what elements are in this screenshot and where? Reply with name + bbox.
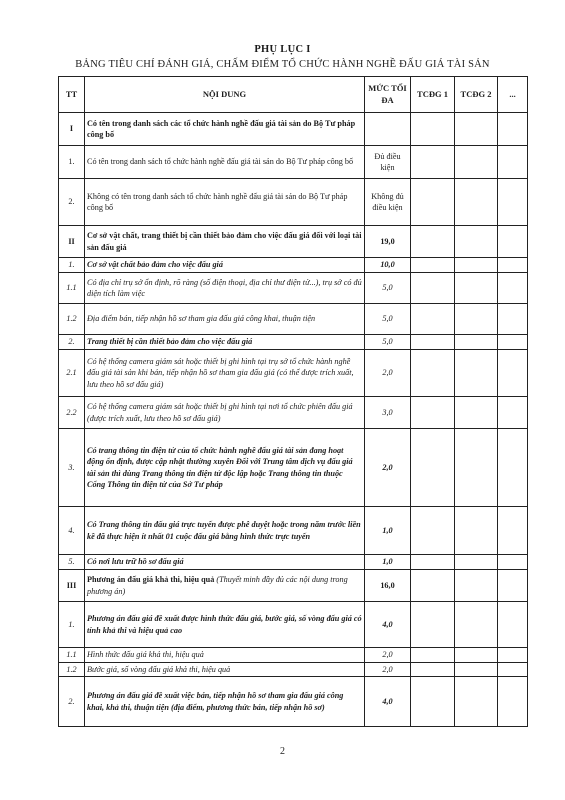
row-max: 3,0: [365, 397, 411, 429]
score-cell: [411, 273, 455, 304]
table-row: [59, 350, 528, 397]
score-cell: [411, 335, 455, 350]
row-content: Phương án đấu giá đề xuất được hình thức đấu giá, bước giá, số vòng đấu giá có tính khả thi và hiệu quả cao: [85, 602, 365, 648]
header-tcdg1: TCĐG 1: [411, 77, 455, 113]
score-cell: [455, 602, 498, 648]
score-cell: [498, 662, 528, 677]
score-cell: [411, 258, 455, 273]
row-content: Có hệ thống camera giám sát hoặc thiết bị ghi hình tại nơi tổ chức phiên đấu giá (được trích xuất, lưu theo hồ sơ đấu giá): [85, 397, 365, 429]
row-tt: 1.: [59, 602, 85, 648]
header-tcdg2: TCĐG 2: [455, 77, 498, 113]
score-cell: [455, 146, 498, 179]
score-cell: [498, 350, 528, 397]
row-content-note: (Thuyết minh đầy đủ các nội dung trong phương án): [87, 575, 348, 596]
score-cell: [455, 648, 498, 663]
score-cell: [411, 226, 455, 258]
score-cell: [498, 179, 528, 226]
row-content: Cơ sở vật chất bảo đảm cho việc đấu giá: [85, 258, 365, 273]
table-row: [59, 113, 528, 146]
score-cell: [498, 273, 528, 304]
table-row: [59, 507, 528, 555]
score-cell: [498, 335, 528, 350]
row-tt: II: [59, 226, 85, 258]
row-tt: 1.1: [59, 273, 85, 304]
score-cell: [455, 304, 498, 335]
score-cell: [498, 555, 528, 570]
score-cell: [411, 662, 455, 677]
row-tt: III: [59, 570, 85, 602]
score-cell: [498, 429, 528, 507]
score-cell: [455, 555, 498, 570]
header-max: MỨC TỐI ĐA: [365, 77, 411, 113]
score-cell: [411, 677, 455, 727]
table-row: [59, 677, 528, 727]
row-content: [85, 570, 365, 602]
table-row: [59, 602, 528, 648]
row-max: [365, 113, 411, 146]
table-row: [59, 146, 528, 179]
row-max: 5,0: [365, 304, 411, 335]
row-max: Đủ điều kiện: [365, 146, 411, 179]
row-content: Có Trang thông tin đấu giá trực tuyến được phê duyệt hoặc trong năm trước liền kề đã thực hiện ít nhất 01 cuộc đấu giá bằng hình thức trực tuyến: [85, 507, 365, 555]
score-cell: [498, 113, 528, 146]
score-cell: [411, 304, 455, 335]
table-row: [59, 226, 528, 258]
score-cell: [498, 226, 528, 258]
row-content: Có nơi lưu trữ hồ sơ đấu giá: [85, 555, 365, 570]
score-cell: [411, 397, 455, 429]
row-tt: 3.: [59, 429, 85, 507]
table-row: [59, 555, 528, 570]
row-max: 19,0: [365, 226, 411, 258]
row-content: Bước giá, số vòng đấu giá khả thi, hiệu quả: [85, 662, 365, 677]
row-tt: 5.: [59, 555, 85, 570]
score-cell: [498, 146, 528, 179]
score-cell: [498, 570, 528, 602]
row-tt: 2.: [59, 335, 85, 350]
score-cell: [455, 662, 498, 677]
score-cell: [498, 602, 528, 648]
row-content: Trang thiết bị cần thiết bảo đảm cho việc đấu giá: [85, 335, 365, 350]
score-cell: [498, 397, 528, 429]
score-cell: [411, 648, 455, 663]
criteria-table: [58, 76, 528, 727]
score-cell: [455, 273, 498, 304]
row-content-main: Phương án đấu giá khả thi, hiệu quả: [87, 575, 215, 584]
row-max: 2,0: [365, 648, 411, 663]
score-cell: [411, 555, 455, 570]
score-cell: [411, 507, 455, 555]
score-cell: [455, 350, 498, 397]
row-content: Địa điểm bán, tiếp nhận hồ sơ tham gia đấu giá công khai, thuận tiện: [85, 304, 365, 335]
table-row: [59, 335, 528, 350]
appendix-title: PHỤ LỤC I: [254, 44, 311, 55]
row-max: 10,0: [365, 258, 411, 273]
header-more: ...: [498, 77, 528, 113]
row-max: 1,0: [365, 555, 411, 570]
row-content: Có tên trong danh sách các tổ chức hành nghề đấu giá tài sản do Bộ Tư pháp công bố: [85, 113, 365, 146]
row-content: Hình thức đấu giá khả thi, hiệu quả: [85, 648, 365, 663]
score-cell: [455, 570, 498, 602]
row-max: 1,0: [365, 507, 411, 555]
score-cell: [411, 429, 455, 507]
row-max: 2,0: [365, 350, 411, 397]
score-cell: [411, 146, 455, 179]
row-tt: 1.1: [59, 648, 85, 663]
score-cell: [498, 677, 528, 727]
score-cell: [498, 648, 528, 663]
row-content: Có địa chỉ trụ sở ổn định, rõ ràng (số điện thoại, địa chỉ thư điện tử...), trụ sở có đủ diện tích làm việc: [85, 273, 365, 304]
score-cell: [498, 507, 528, 555]
row-max: 2,0: [365, 429, 411, 507]
row-tt: 1.: [59, 258, 85, 273]
table-subtitle: BẢNG TIÊU CHÍ ĐÁNH GIÁ, CHẤM ĐIỂM TỔ CHỨC HÀNH NGHỀ ĐẤU GIÁ TÀI SẢN: [75, 59, 490, 70]
row-tt: 4.: [59, 507, 85, 555]
row-content: Có tên trong danh sách tổ chức hành nghề đấu giá tài sản do Bộ Tư pháp công bố: [85, 146, 365, 179]
row-content: Có trang thông tin điện tử của tổ chức hành nghề đấu giá tài sản đang hoạt động ổn định, được cập nhật thường xuyên Đối với Trung tâm dịch vụ đấu giá tài sản thì dùng Trang thông tin điện tử độc lập hoặc Trang thông tin thuộc Cổng Thông tin điện tử của Sở Tư pháp: [85, 429, 365, 507]
score-cell: [498, 258, 528, 273]
page-number: 2: [280, 746, 285, 757]
score-cell: [411, 179, 455, 226]
row-tt: 1.2: [59, 662, 85, 677]
score-cell: [455, 429, 498, 507]
row-tt: 2.: [59, 179, 85, 226]
row-max: 4,0: [365, 677, 411, 727]
row-max: Không đủ điều kiện: [365, 179, 411, 226]
row-tt: I: [59, 113, 85, 146]
row-max: 4,0: [365, 602, 411, 648]
row-tt: 2.2: [59, 397, 85, 429]
row-content: Cơ sở vật chất, trang thiết bị cần thiết bảo đảm cho việc đấu giá đối với loại tài sản đấu giá: [85, 226, 365, 258]
score-cell: [455, 397, 498, 429]
row-tt: 1.2: [59, 304, 85, 335]
table-row: [59, 397, 528, 429]
row-content: Có hệ thống camera giám sát hoặc thiết bị ghi hình tại trụ sở tổ chức hành nghề đấu giá tài sản khi bán, tiếp nhận hồ sơ tham gia đấu giá (có thể được trích xuất, lưu theo hồ sơ đấu giá): [85, 350, 365, 397]
table-row: [59, 258, 528, 273]
row-tt: 1.: [59, 146, 85, 179]
table-row: [59, 273, 528, 304]
score-cell: [411, 350, 455, 397]
table-row: [59, 179, 528, 226]
row-max: 2,0: [365, 662, 411, 677]
score-cell: [455, 113, 498, 146]
row-content: Không có tên trong danh sách tổ chức hành nghề đấu giá tài sản do Bộ Tư pháp công bố: [85, 179, 365, 226]
header-row: [59, 77, 528, 113]
table-row: [59, 570, 528, 602]
score-cell: [411, 113, 455, 146]
row-max: 5,0: [365, 335, 411, 350]
score-cell: [455, 507, 498, 555]
row-max: 16,0: [365, 570, 411, 602]
table-row: [59, 648, 528, 663]
row-tt: 2.: [59, 677, 85, 727]
score-cell: [455, 258, 498, 273]
score-cell: [455, 677, 498, 727]
score-cell: [455, 179, 498, 226]
score-cell: [411, 570, 455, 602]
table-row: [59, 662, 528, 677]
score-cell: [498, 304, 528, 335]
row-content: Phương án đấu giá đề xuất việc bán, tiếp nhận hồ sơ tham gia đấu giá công khai, khả thi, thuận tiện (địa điểm, phương thức bán, tiếp nhận hồ sơ): [85, 677, 365, 727]
header-tt: TT: [59, 77, 85, 113]
row-max: 5,0: [365, 273, 411, 304]
score-cell: [455, 335, 498, 350]
score-cell: [411, 602, 455, 648]
score-cell: [455, 226, 498, 258]
table-row: [59, 304, 528, 335]
table-row: [59, 429, 528, 507]
header-content: NỘI DUNG: [85, 77, 365, 113]
row-tt: 2.1: [59, 350, 85, 397]
